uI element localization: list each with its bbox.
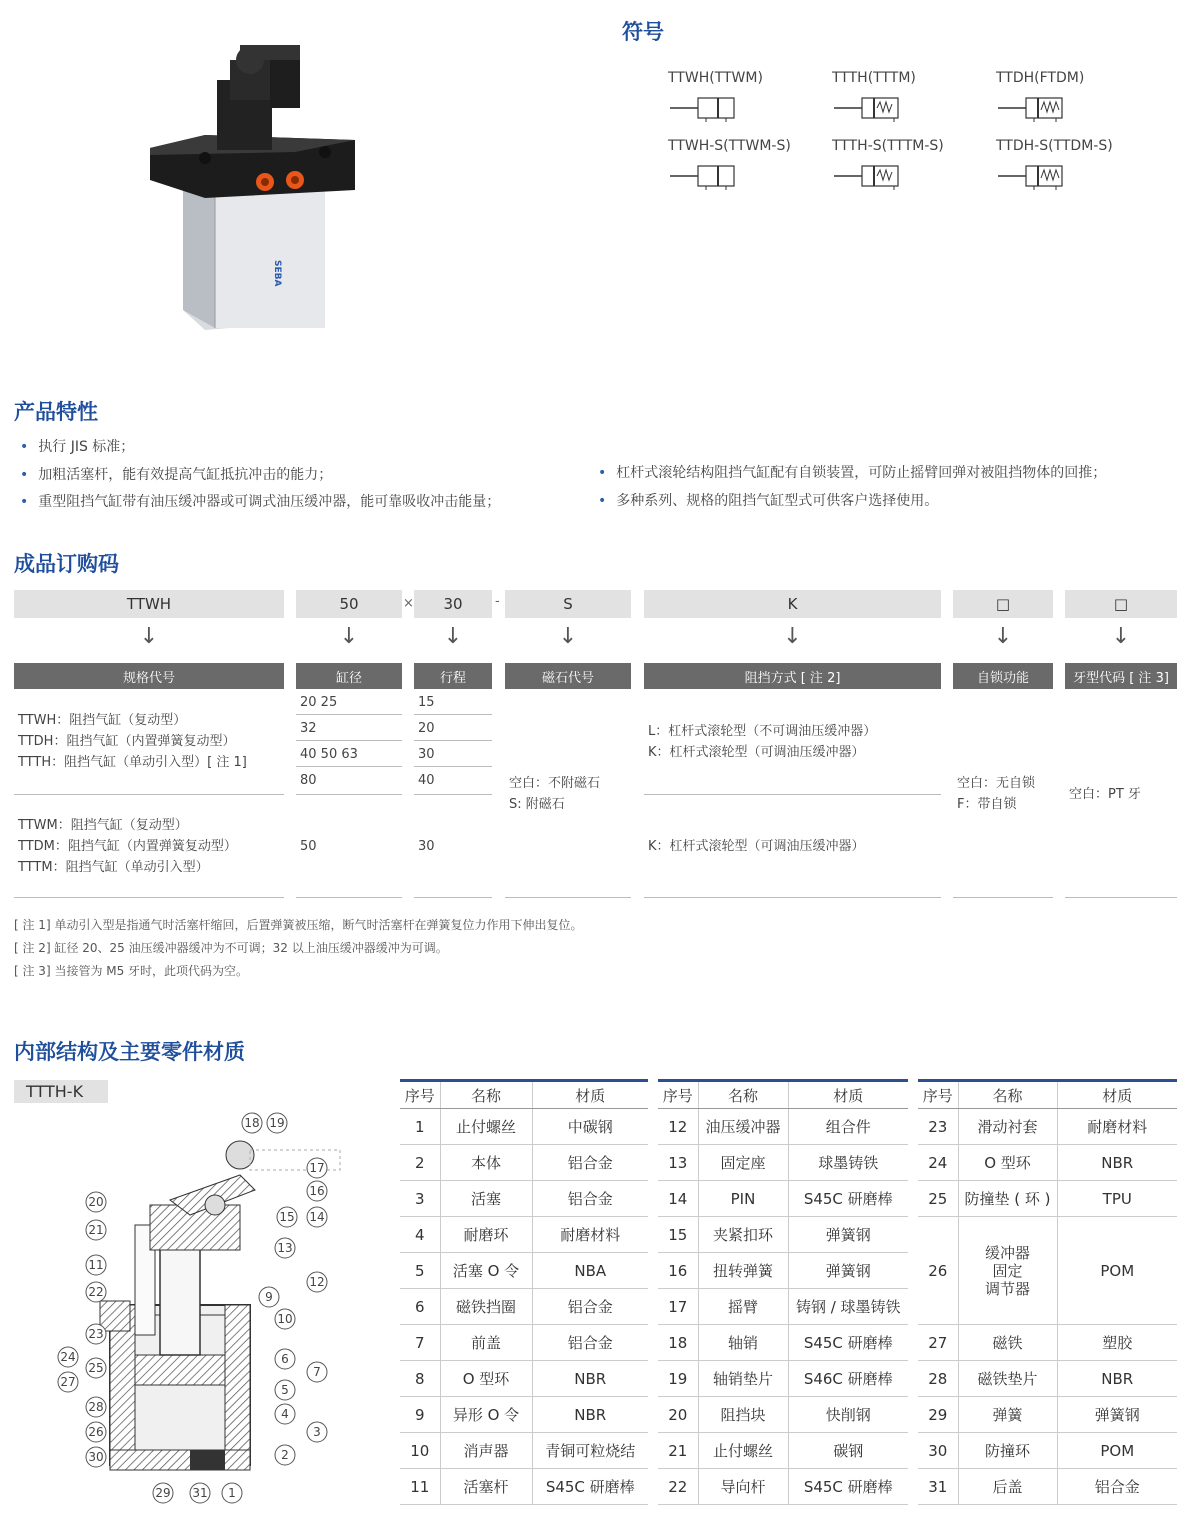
part-name: 异形 O 令 — [440, 1397, 532, 1433]
brand-label: SEBA — [272, 260, 282, 287]
cylinder-symbol-icon — [996, 160, 1076, 192]
table-row — [918, 1397, 1177, 1433]
part-number: 15 — [658, 1217, 698, 1253]
order-title: 成品订购码 — [14, 552, 119, 576]
callout-number: 1 — [228, 1486, 236, 1500]
part-material: S45C 研磨棒 — [788, 1181, 908, 1217]
divider — [414, 794, 492, 795]
divider — [296, 714, 402, 715]
stroke-value: 30 — [418, 839, 435, 854]
thread-text: 空白：PT 牙 — [1069, 787, 1141, 802]
table-row — [400, 1109, 648, 1145]
bore-value: 80 — [300, 773, 317, 788]
cylinder-symbol-icon — [668, 92, 748, 124]
part-material: 铝合金 — [532, 1325, 648, 1361]
part-material: S46C 研磨棒 — [788, 1361, 908, 1397]
stroke-value: 15 — [418, 695, 435, 710]
part-material: 弹簧钢 — [788, 1253, 908, 1289]
divider — [414, 766, 492, 767]
divider — [296, 897, 402, 898]
header-spec: 规格代号 — [14, 663, 284, 689]
note-3: [ 注 3] 当接管为 M5 牙时，此项代码为空。 — [14, 964, 249, 978]
code-block: K — [644, 590, 941, 618]
feature-item: • 杠杆式滚轮结构阻挡气缸配有自锁装置，可防止摇臂回弹对被阻挡物体的回推； — [598, 465, 1107, 481]
table-row — [400, 1325, 648, 1361]
structure-diagram — [40, 1105, 350, 1510]
table-row — [658, 1433, 908, 1469]
callout-number: 27 — [60, 1375, 76, 1389]
column-header: 序号 — [400, 1081, 440, 1109]
part-name: 后盖 — [958, 1469, 1057, 1505]
table-row — [918, 1181, 1177, 1217]
part-material: 组合件 — [788, 1109, 908, 1145]
callout-number: 23 — [88, 1327, 104, 1341]
code-spec: TTWH — [14, 590, 284, 618]
callout-number: 6 — [281, 1352, 289, 1366]
note-1: [ 注 1] 单动引入型是指通气时活塞杆缩回，后置弹簧被压缩，断气时活塞杆在弹簧复位力作用下伸出复位。 — [14, 918, 583, 932]
part-name: 耐磨环 — [440, 1217, 532, 1253]
part-material: NBA — [532, 1253, 648, 1289]
part-name: 本体 — [440, 1145, 532, 1181]
code-stroke: 30 — [414, 590, 492, 618]
part-material: 铝合金 — [532, 1181, 648, 1217]
part-number: 18 — [658, 1325, 698, 1361]
callout-number: 13 — [277, 1241, 293, 1255]
spec-text: TTWH：阻挡气缸（复动型） — [18, 713, 187, 728]
part-number: 29 — [918, 1397, 958, 1433]
divider — [14, 794, 284, 795]
table-row — [918, 1361, 1177, 1397]
part-name: 止付螺丝 — [698, 1433, 788, 1469]
part-number: 6 — [400, 1289, 440, 1325]
table-row — [400, 1469, 648, 1505]
callout-number: 9 — [265, 1290, 273, 1304]
table-row — [400, 1289, 648, 1325]
symbol-label: TTWH-S(TTWM-S) — [668, 138, 791, 154]
table-row — [918, 1217, 1177, 1325]
structure-title: 内部结构及主要零件材质 — [14, 1040, 245, 1064]
part-number: 8 — [400, 1361, 440, 1397]
part-name: 磁铁挡圈 — [440, 1289, 532, 1325]
part-number: 1 — [400, 1109, 440, 1145]
part-number: 21 — [658, 1433, 698, 1469]
divider — [296, 766, 402, 767]
part-number: 26 — [918, 1217, 958, 1325]
part-material: TPU — [1057, 1181, 1177, 1217]
part-number: 11 — [400, 1469, 440, 1505]
part-material: 球墨铸铁 — [788, 1145, 908, 1181]
part-number: 31 — [918, 1469, 958, 1505]
divider — [414, 897, 492, 898]
separator-x: × — [403, 596, 414, 611]
table-row — [918, 1469, 1177, 1505]
stroke-value: 30 — [418, 747, 435, 762]
divider — [644, 897, 941, 898]
down-arrow-icon: ↓ — [339, 624, 359, 649]
product-photo — [145, 40, 365, 340]
table-row — [658, 1253, 908, 1289]
spec-text: TTTH：阻挡气缸（单动引入型）[ 注 1] — [18, 755, 247, 770]
part-material: 铸钢 / 球墨铸铁 — [788, 1289, 908, 1325]
callout-number: 10 — [277, 1312, 293, 1326]
down-arrow-icon: ↓ — [443, 624, 463, 649]
symbol-label: TTDH-S(TTDM-S) — [996, 138, 1113, 154]
lock-text: F：带自锁 — [957, 797, 1017, 812]
callout-number: 24 — [60, 1350, 76, 1364]
column-header: 材质 — [788, 1081, 908, 1109]
divider — [296, 794, 402, 795]
note-2: [ 注 2] 缸径 20、25 油压缓冲器缓冲为不可调；32 以上油压缓冲器缓冲为可调。 — [14, 941, 448, 955]
magnet-text: S: 附磁石 — [509, 797, 565, 812]
callout-number: 22 — [88, 1285, 104, 1299]
callout-number: 5 — [281, 1383, 289, 1397]
part-name: 缓冲器 固定 调节器 — [958, 1217, 1057, 1325]
divider — [1065, 897, 1177, 898]
part-material: 塑胶 — [1057, 1325, 1177, 1361]
feature-item: • 多种系列、规格的阻挡气缸型式可供客户选择使用。 — [598, 493, 939, 509]
symbol-label: TTDH(FTDM) — [996, 70, 1085, 86]
divider — [296, 740, 402, 741]
part-number: 16 — [658, 1253, 698, 1289]
bore-value: 50 — [300, 839, 317, 854]
part-material: 青铜可粒烧结 — [532, 1433, 648, 1469]
part-material: NBR — [532, 1361, 648, 1397]
part-material: NBR — [532, 1397, 648, 1433]
part-number: 23 — [918, 1109, 958, 1145]
header-lock: 自锁功能 — [953, 663, 1053, 689]
part-name: 活塞 O 令 — [440, 1253, 532, 1289]
part-name: 阻挡块 — [698, 1397, 788, 1433]
spec-text: TTDH：阻挡气缸（内置弹簧复动型） — [18, 734, 236, 749]
divider — [953, 897, 1053, 898]
symbol-label: TTTH-S(TTTM-S) — [832, 138, 944, 154]
features-title: 产品特性 — [14, 400, 98, 424]
part-name: 弹簧 — [958, 1397, 1057, 1433]
table-row — [400, 1145, 648, 1181]
column-header: 名称 — [958, 1081, 1057, 1109]
column-header: 序号 — [918, 1081, 958, 1109]
table-row — [658, 1217, 908, 1253]
table-row — [658, 1109, 908, 1145]
parts-table-1 — [400, 1079, 648, 1505]
header-magnet: 磁石代号 — [505, 663, 631, 689]
table-row — [658, 1397, 908, 1433]
divider — [14, 897, 284, 898]
callout-number: 25 — [88, 1361, 104, 1375]
part-material: 快削钢 — [788, 1397, 908, 1433]
part-number: 25 — [918, 1181, 958, 1217]
callout-number: 19 — [269, 1116, 285, 1130]
column-header: 名称 — [440, 1081, 532, 1109]
callout-number: 7 — [313, 1365, 321, 1379]
part-material: 弹簧钢 — [788, 1217, 908, 1253]
block-text: K：杠杆式滚轮型（可调油压缓冲器） — [648, 745, 865, 760]
feature-item: • 重型阻挡气缸带有油压缓冲器或可调式油压缓冲器，能可靠吸收冲击能量； — [20, 494, 501, 510]
part-material: 耐磨材料 — [1057, 1109, 1177, 1145]
part-number: 19 — [658, 1361, 698, 1397]
block-text: L：杠杆式滚轮型（不可调油压缓冲器） — [648, 724, 877, 739]
part-name: 轴销垫片 — [698, 1361, 788, 1397]
callout-number: 11 — [88, 1258, 104, 1272]
part-number: 5 — [400, 1253, 440, 1289]
callout-number: 3 — [313, 1425, 321, 1439]
column-header: 名称 — [698, 1081, 788, 1109]
header-thread: 牙型代码 [ 注 3] — [1065, 663, 1177, 689]
part-name: 消声器 — [440, 1433, 532, 1469]
part-material: 铝合金 — [532, 1289, 648, 1325]
part-number: 3 — [400, 1181, 440, 1217]
symbol-label: TTWH(TTWM) — [668, 70, 763, 86]
down-arrow-icon: ↓ — [783, 624, 802, 649]
part-material: 弹簧钢 — [1057, 1397, 1177, 1433]
part-name: PIN — [698, 1181, 788, 1217]
table-row — [918, 1433, 1177, 1469]
table-row — [918, 1109, 1177, 1145]
part-material: S45C 研磨棒 — [532, 1469, 648, 1505]
part-material: POM — [1057, 1217, 1177, 1325]
column-header: 材质 — [532, 1081, 648, 1109]
part-number: 12 — [658, 1109, 698, 1145]
parts-table-2 — [658, 1079, 908, 1505]
bore-value: 40 50 63 — [300, 747, 358, 762]
code-magnet: S — [505, 590, 631, 618]
spec-text: TTTM：阻挡气缸（单动引入型） — [18, 860, 209, 875]
down-arrow-icon: ↓ — [139, 624, 159, 649]
divider — [414, 740, 492, 741]
down-arrow-icon: ↓ — [993, 624, 1013, 649]
part-material: 耐磨材料 — [532, 1217, 648, 1253]
part-number: 13 — [658, 1145, 698, 1181]
stroke-value: 20 — [418, 721, 435, 736]
header-bore: 缸径 — [296, 663, 402, 689]
part-name: 油压缓冲器 — [698, 1109, 788, 1145]
part-number: 24 — [918, 1145, 958, 1181]
magnet-text: 空白：不附磁石 — [509, 776, 601, 791]
table-row — [400, 1433, 648, 1469]
down-arrow-icon: ↓ — [1111, 624, 1131, 649]
table-row — [400, 1253, 648, 1289]
table-row — [658, 1361, 908, 1397]
block-text: K：杠杆式滚轮型（可调油压缓冲器） — [648, 839, 865, 854]
header-stroke: 行程 — [414, 663, 492, 689]
part-number: 17 — [658, 1289, 698, 1325]
cylinder-symbol-icon — [832, 92, 912, 124]
table-row — [400, 1181, 648, 1217]
part-material: NBR — [1057, 1361, 1177, 1397]
callout-number: 29 — [155, 1486, 171, 1500]
part-number: 27 — [918, 1325, 958, 1361]
bore-value: 20 25 — [300, 695, 338, 710]
divider — [644, 794, 941, 795]
feature-item: • 执行 JIS 标准； — [20, 439, 135, 455]
table-row — [658, 1145, 908, 1181]
column-header: 序号 — [658, 1081, 698, 1109]
part-material: 铝合金 — [532, 1145, 648, 1181]
callout-number: 20 — [88, 1195, 104, 1209]
table-row — [658, 1469, 908, 1505]
callout-number: 4 — [281, 1407, 289, 1421]
part-material: 铝合金 — [1057, 1469, 1177, 1505]
stroke-value: 40 — [418, 773, 435, 788]
part-number: 2 — [400, 1145, 440, 1181]
bore-value: 32 — [300, 721, 317, 736]
divider — [414, 714, 492, 715]
part-material: NBR — [1057, 1145, 1177, 1181]
part-name: 活塞杆 — [440, 1469, 532, 1505]
code-thread: □ — [1065, 590, 1177, 618]
part-name: 止付螺丝 — [440, 1109, 532, 1145]
part-material: 碳钢 — [788, 1433, 908, 1469]
callout-number: 21 — [88, 1223, 104, 1237]
table-row — [918, 1325, 1177, 1361]
down-arrow-icon: ↓ — [558, 624, 578, 649]
part-name: 活塞 — [440, 1181, 532, 1217]
separator-dash: - — [495, 594, 500, 609]
table-row — [400, 1397, 648, 1433]
table-row — [658, 1181, 908, 1217]
callout-number: 30 — [88, 1450, 104, 1464]
column-header: 材质 — [1057, 1081, 1177, 1109]
part-name: O 型环 — [958, 1145, 1057, 1181]
table-row — [658, 1325, 908, 1361]
callout-number: 18 — [244, 1116, 260, 1130]
callout-number: 2 — [281, 1448, 289, 1462]
part-name: 滑动衬套 — [958, 1109, 1057, 1145]
part-name: O 型环 — [440, 1361, 532, 1397]
callout-number: 12 — [309, 1275, 325, 1289]
part-number: 7 — [400, 1325, 440, 1361]
part-number: 9 — [400, 1397, 440, 1433]
part-name: 前盖 — [440, 1325, 532, 1361]
part-name: 导向杆 — [698, 1469, 788, 1505]
part-material: POM — [1057, 1433, 1177, 1469]
feature-item: • 加粗活塞杆，能有效提高气缸抵抗冲击的能力； — [20, 467, 333, 483]
callout-number: 14 — [309, 1210, 325, 1224]
spec-text: TTDM：阻挡气缸（内置弹簧复动型） — [18, 839, 237, 854]
table-row — [918, 1145, 1177, 1181]
code-lock: □ — [953, 590, 1053, 618]
header-block: 阻挡方式 [ 注 2] — [644, 663, 941, 689]
part-number: 10 — [400, 1433, 440, 1469]
part-number: 28 — [918, 1361, 958, 1397]
part-name: 扭转弹簧 — [698, 1253, 788, 1289]
table-row — [400, 1217, 648, 1253]
table-row — [400, 1361, 648, 1397]
cylinder-symbol-icon — [832, 160, 912, 192]
callout-number: 17 — [309, 1161, 325, 1175]
part-name: 固定座 — [698, 1145, 788, 1181]
part-name: 轴销 — [698, 1325, 788, 1361]
callout-number: 31 — [192, 1486, 208, 1500]
symbol-label: TTTH(TTTM) — [832, 70, 916, 86]
part-name: 夹紧扣环 — [698, 1217, 788, 1253]
callout-number: 28 — [88, 1400, 104, 1414]
callout-number: 15 — [279, 1210, 295, 1224]
cylinder-symbol-icon — [668, 160, 748, 192]
part-name: 防撞垫 ( 环 ) — [958, 1181, 1057, 1217]
part-number: 22 — [658, 1469, 698, 1505]
part-name: 摇臂 — [698, 1289, 788, 1325]
part-name: 磁铁 — [958, 1325, 1057, 1361]
part-name: 防撞环 — [958, 1433, 1057, 1469]
parts-table-3 — [918, 1079, 1177, 1505]
part-number: 14 — [658, 1181, 698, 1217]
table-row — [658, 1289, 908, 1325]
model-tag: TTTH-K — [14, 1080, 108, 1103]
part-name: 磁铁垫片 — [958, 1361, 1057, 1397]
cylinder-symbol-icon — [996, 92, 1076, 124]
part-material: 中碳钢 — [532, 1109, 648, 1145]
callout-number: 16 — [309, 1184, 325, 1198]
symbols-title: 符号 — [622, 20, 664, 44]
part-material: S45C 研磨棒 — [788, 1469, 908, 1505]
part-number: 30 — [918, 1433, 958, 1469]
callout-number: 26 — [88, 1425, 104, 1439]
code-bore: 50 — [296, 590, 402, 618]
part-number: 20 — [658, 1397, 698, 1433]
divider — [505, 897, 631, 898]
part-material: S45C 研磨棒 — [788, 1325, 908, 1361]
part-number: 4 — [400, 1217, 440, 1253]
lock-text: 空白：无自锁 — [957, 776, 1036, 791]
spec-text: TTWM：阻挡气缸（复动型） — [18, 818, 188, 833]
